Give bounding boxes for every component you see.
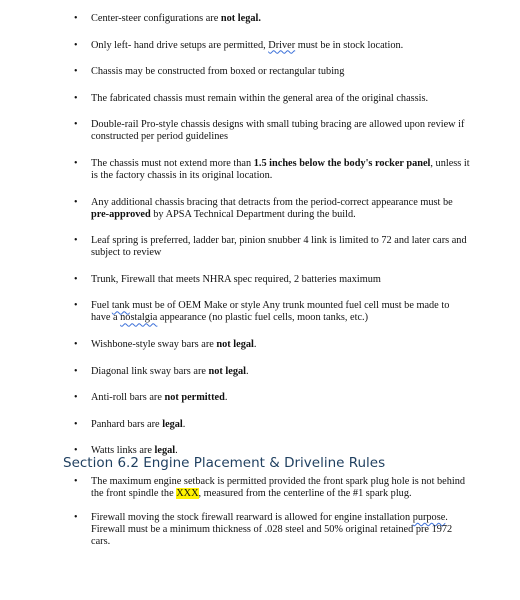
rule-item: • Center-steer configurations are not legal. xyxy=(74,13,261,24)
bullet-icon: • xyxy=(74,39,78,51)
bullet-icon: • xyxy=(74,235,78,247)
rule-item: • Trunk, Firewall that meets NHRA spec required, 2 batteries maximum xyxy=(74,273,381,285)
bullet-icon: • xyxy=(74,445,78,457)
rule-item: • Leaf spring is preferred, ladder bar, pinion snubber 4 link is limited to 72 and later cars and subject to review xyxy=(74,235,467,259)
bullet-icon: • xyxy=(74,392,78,404)
rule-item: • Panhard bars are legal. xyxy=(74,418,186,430)
bullet-icon: • xyxy=(74,300,78,312)
spellcheck-word[interactable]: tank xyxy=(111,300,130,312)
rule-item: • Only left- hand drive setups are permitted, Driver must be in stock location. xyxy=(74,39,404,51)
spellcheck-word[interactable]: Driver xyxy=(268,39,296,51)
bullet-icon: • xyxy=(74,338,78,350)
rule-item: • Diagonal link sway bars are not legal. xyxy=(74,365,249,377)
rule-item: • Any additional chassis bracing that detracts from the period-correct appearance must be pre-approved by APSA Technical Department during the build. xyxy=(74,196,453,220)
rule-item: • Double-rail Pro-style chassis designs with small tubing bracing are allowed upon review if constructed per period guidelines xyxy=(74,119,465,143)
bullet-icon: • xyxy=(74,13,78,24)
section-heading: Section 6.2 Engine Placement & Driveline Rules xyxy=(63,455,386,471)
chassis-rules-list xyxy=(0,13,520,472)
engine-rules-list xyxy=(0,476,520,560)
bullet-icon: • xyxy=(74,273,78,285)
bullet-icon: • xyxy=(74,476,78,487)
rule-item: • The maximum engine setback is permitted provided the front spark plug hole is not behind the front spindle the XXX, measured from the centerline of the #1 spark plug. xyxy=(74,476,466,499)
rule-item: • Wishbone-style sway bars are not legal. xyxy=(74,338,257,350)
bullet-icon: • xyxy=(74,157,78,169)
rule-item: • Chassis may be constructed from boxed or rectangular tubing xyxy=(74,66,345,78)
rule-item: • Watts links are legal. xyxy=(74,445,178,457)
bullet-icon: • xyxy=(74,66,78,78)
bullet-icon: • xyxy=(74,119,78,131)
bullet-icon: • xyxy=(74,512,78,523)
spellcheck-word[interactable]: nostalgia xyxy=(120,312,158,324)
spellcheck-word[interactable]: purpose xyxy=(412,512,446,523)
rule-item: • Fuel tank must be of OEM Make or style Any trunk mounted fuel cell must be made to have a nostalgia appearance (no plastic fuel cells, moon tanks, etc.) xyxy=(74,300,450,324)
rule-item: • Anti-roll bars are not permitted. xyxy=(74,392,228,404)
highlighted-text: XXX xyxy=(176,488,199,499)
bullet-icon: • xyxy=(74,196,78,208)
rule-item: • The chassis must not extend more than 1.5 inches below the body's rocker panel, unless it is the factory chassis in its original location. xyxy=(74,157,470,181)
rule-item: • Firewall moving the stock firewall rearward is allowed for engine installation purpose. Firewall must be a minimum thickness of .028 steel and 50% original retained pre 1972 cars. xyxy=(74,512,453,547)
bullet-icon: • xyxy=(74,418,78,430)
rule-item: • The fabricated chassis must remain within the general area of the original chassis. xyxy=(74,92,429,104)
bullet-icon: • xyxy=(74,365,78,377)
bullet-icon: • xyxy=(74,92,78,104)
